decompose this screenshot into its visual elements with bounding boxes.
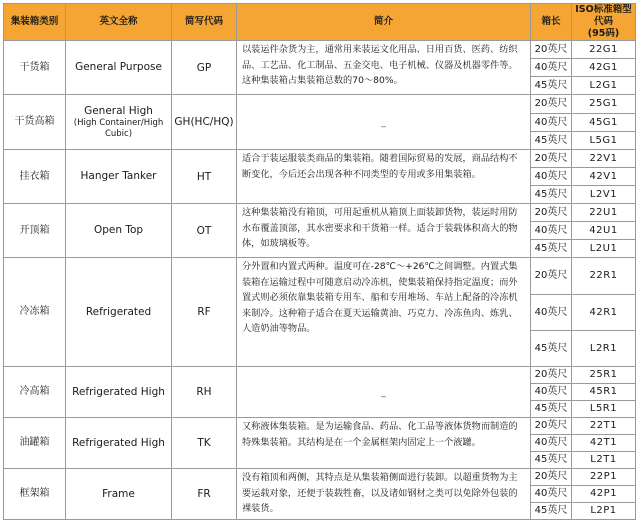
header-length: 箱长 bbox=[531, 4, 572, 41]
english-name-cell bbox=[66, 204, 172, 258]
table-row bbox=[4, 469, 636, 486]
description-cell: _ bbox=[237, 367, 531, 418]
abbreviation-cell: GH(HC/HQ) bbox=[172, 95, 237, 150]
english-name-cell bbox=[66, 41, 172, 95]
abbreviation-cell: FR bbox=[172, 469, 237, 520]
iso-code-cell: 25G1 bbox=[572, 95, 636, 114]
iso-code-cell: 22R1 bbox=[572, 258, 636, 295]
english-name: Refrigerated High bbox=[72, 436, 165, 449]
iso-code-cell: 45G1 bbox=[572, 114, 636, 132]
length-cell: 20英尺 bbox=[531, 150, 572, 168]
iso-code-cell: L2V1 bbox=[572, 186, 636, 204]
abbreviation-cell: GP bbox=[172, 41, 237, 95]
english-name: Hanger Tanker bbox=[80, 170, 157, 182]
english-name-cell bbox=[66, 95, 172, 150]
abbreviation-cell: HT bbox=[172, 150, 237, 204]
iso-code-cell: L2G1 bbox=[572, 77, 636, 95]
length-cell: 45英尺 bbox=[531, 331, 572, 367]
header-iso-code-line2: (95码) bbox=[587, 28, 620, 39]
iso-code-cell: 42G1 bbox=[572, 59, 636, 77]
header-iso-code-line1: ISO标准箱型代码 bbox=[575, 4, 632, 27]
english-name: Refrigerated High bbox=[72, 385, 165, 398]
english-name: General High bbox=[84, 104, 153, 117]
length-cell: 40英尺 bbox=[531, 435, 572, 452]
length-cell: 45英尺 bbox=[531, 186, 572, 204]
length-cell: 40英尺 bbox=[531, 295, 572, 331]
iso-code-cell: 22V1 bbox=[572, 150, 636, 168]
header-category: 集装箱类别 bbox=[4, 4, 66, 41]
english-name-cell bbox=[66, 418, 172, 469]
iso-code-cell: 42T1 bbox=[572, 435, 636, 452]
length-cell: 45英尺 bbox=[531, 77, 572, 95]
iso-code-cell: L2R1 bbox=[572, 331, 636, 367]
table-body bbox=[4, 41, 636, 520]
header-english-name: 英文全称 bbox=[66, 4, 172, 41]
length-cell: 40英尺 bbox=[531, 114, 572, 132]
table-row bbox=[4, 418, 636, 435]
description-cell: 分外置和内置式两种。温度可在-28℃～+26℃之间调整。内置式集装箱在运输过程中可随意启动冷冻机，使集装箱保持指定温度；而外置式则必须依靠集装箱专用车、船和专用堆场、车站上配备的冷冻机来制冷。这种箱子适合在夏天运输黄油、巧克力、冷冻鱼肉、炼乳、人造奶油等物品。 bbox=[237, 258, 531, 367]
length-cell: 40英尺 bbox=[531, 222, 572, 240]
abbreviation-cell: TK bbox=[172, 418, 237, 469]
container-type-table bbox=[3, 3, 636, 520]
description-cell: 没有箱顶和两侧，其特点是从集装箱侧面进行装卸。以超重货物为主要运载对象，还便于装载牲畜，以及诸如钢材之类可以免除外包装的裸装货。 bbox=[237, 469, 531, 520]
category-cell: 框架箱 bbox=[4, 469, 66, 520]
length-cell: 40英尺 bbox=[531, 59, 572, 77]
iso-code-cell: 22U1 bbox=[572, 204, 636, 222]
english-name-cell bbox=[66, 367, 172, 418]
english-name: Refrigerated bbox=[85, 305, 152, 318]
iso-code-cell: 45R1 bbox=[572, 384, 636, 401]
length-cell: 40英尺 bbox=[531, 384, 572, 401]
iso-code-cell: L2P1 bbox=[572, 503, 636, 520]
header-abbreviation: 简写代码 bbox=[172, 4, 237, 41]
table-row bbox=[4, 41, 636, 59]
iso-code-cell: 42P1 bbox=[572, 486, 636, 503]
length-cell: 45英尺 bbox=[531, 503, 572, 520]
length-cell: 20英尺 bbox=[531, 418, 572, 435]
description-cell: _ bbox=[237, 95, 531, 150]
length-cell: 40英尺 bbox=[531, 168, 572, 186]
category-cell: 挂衣箱 bbox=[4, 150, 66, 204]
table-row bbox=[4, 258, 636, 295]
category-cell: 干货高箱 bbox=[4, 95, 66, 150]
table-row bbox=[4, 204, 636, 222]
english-name-cell bbox=[66, 150, 172, 204]
length-cell: 20英尺 bbox=[531, 258, 572, 295]
abbreviation-cell: OT bbox=[172, 204, 237, 258]
abbreviation-cell: RH bbox=[172, 367, 237, 418]
english-name: Frame bbox=[102, 487, 135, 500]
category-cell: 冷冻箱 bbox=[4, 258, 66, 367]
english-name: Open Top bbox=[93, 224, 144, 236]
category-cell: 冷高箱 bbox=[4, 367, 66, 418]
table-row bbox=[4, 150, 636, 168]
iso-code-cell: L2U1 bbox=[572, 240, 636, 258]
iso-code-cell: 22T1 bbox=[572, 418, 636, 435]
iso-code-cell: L2T1 bbox=[572, 452, 636, 469]
length-cell: 20英尺 bbox=[531, 204, 572, 222]
table-header-row bbox=[4, 4, 636, 41]
table-row bbox=[4, 95, 636, 114]
english-name: General Purpose bbox=[75, 61, 162, 73]
english-name-cell bbox=[66, 258, 172, 367]
description-cell: 又称液体集装箱。是为运输食品、药品、化工品等液体货物而制造的特殊集装箱。其结构是在一个金属框架内固定上一个液罐。 bbox=[237, 418, 531, 469]
length-cell: 20英尺 bbox=[531, 469, 572, 486]
category-cell: 开顶箱 bbox=[4, 204, 66, 258]
category-cell: 干货箱 bbox=[4, 41, 66, 95]
english-name-note: (High Container/High Cubic) bbox=[73, 117, 164, 139]
length-cell: 20英尺 bbox=[531, 367, 572, 384]
abbreviation-cell: RF bbox=[172, 258, 237, 367]
iso-code-cell: 42R1 bbox=[572, 295, 636, 331]
iso-code-cell: 42V1 bbox=[572, 168, 636, 186]
table-row bbox=[4, 367, 636, 384]
header-iso-code bbox=[572, 4, 636, 41]
length-cell: 40英尺 bbox=[531, 486, 572, 503]
length-cell: 45英尺 bbox=[531, 452, 572, 469]
header-description: 简介 bbox=[237, 4, 531, 41]
iso-code-cell: 42U1 bbox=[572, 222, 636, 240]
length-cell: 20英尺 bbox=[531, 41, 572, 59]
category-cell: 油罐箱 bbox=[4, 418, 66, 469]
description-cell: 以装运件杂货为主，通常用来装运文化用品、日用百货、医药、纺织品、工艺品、化工制品、五金交电、电子机械、仪器及机器零件等。这种集装箱占集装箱总数的70～80%。 bbox=[237, 41, 531, 95]
iso-code-cell: 22G1 bbox=[572, 41, 636, 59]
iso-code-cell: 25R1 bbox=[572, 367, 636, 384]
length-cell: 45英尺 bbox=[531, 401, 572, 418]
iso-code-cell: 22P1 bbox=[572, 469, 636, 486]
english-name-cell bbox=[66, 469, 172, 520]
iso-code-cell: L5R1 bbox=[572, 401, 636, 418]
length-cell: 20英尺 bbox=[531, 95, 572, 114]
iso-code-cell: L5G1 bbox=[572, 132, 636, 150]
description-cell: 这种集装箱没有箱顶，可用起重机从箱顶上面装卸货物，装运时用防水布覆盖顶部，其水密要求和干货箱一样。适合于装载体积高大的物体，如玻璃板等。 bbox=[237, 204, 531, 258]
description-cell: 适合于装运服装类商品的集装箱。随着国际贸易的发展，商品结构不断变化，今后还会出现各种不同类型的专用或多用集装箱。 bbox=[237, 150, 531, 204]
length-cell: 45英尺 bbox=[531, 132, 572, 150]
length-cell: 45英尺 bbox=[531, 240, 572, 258]
